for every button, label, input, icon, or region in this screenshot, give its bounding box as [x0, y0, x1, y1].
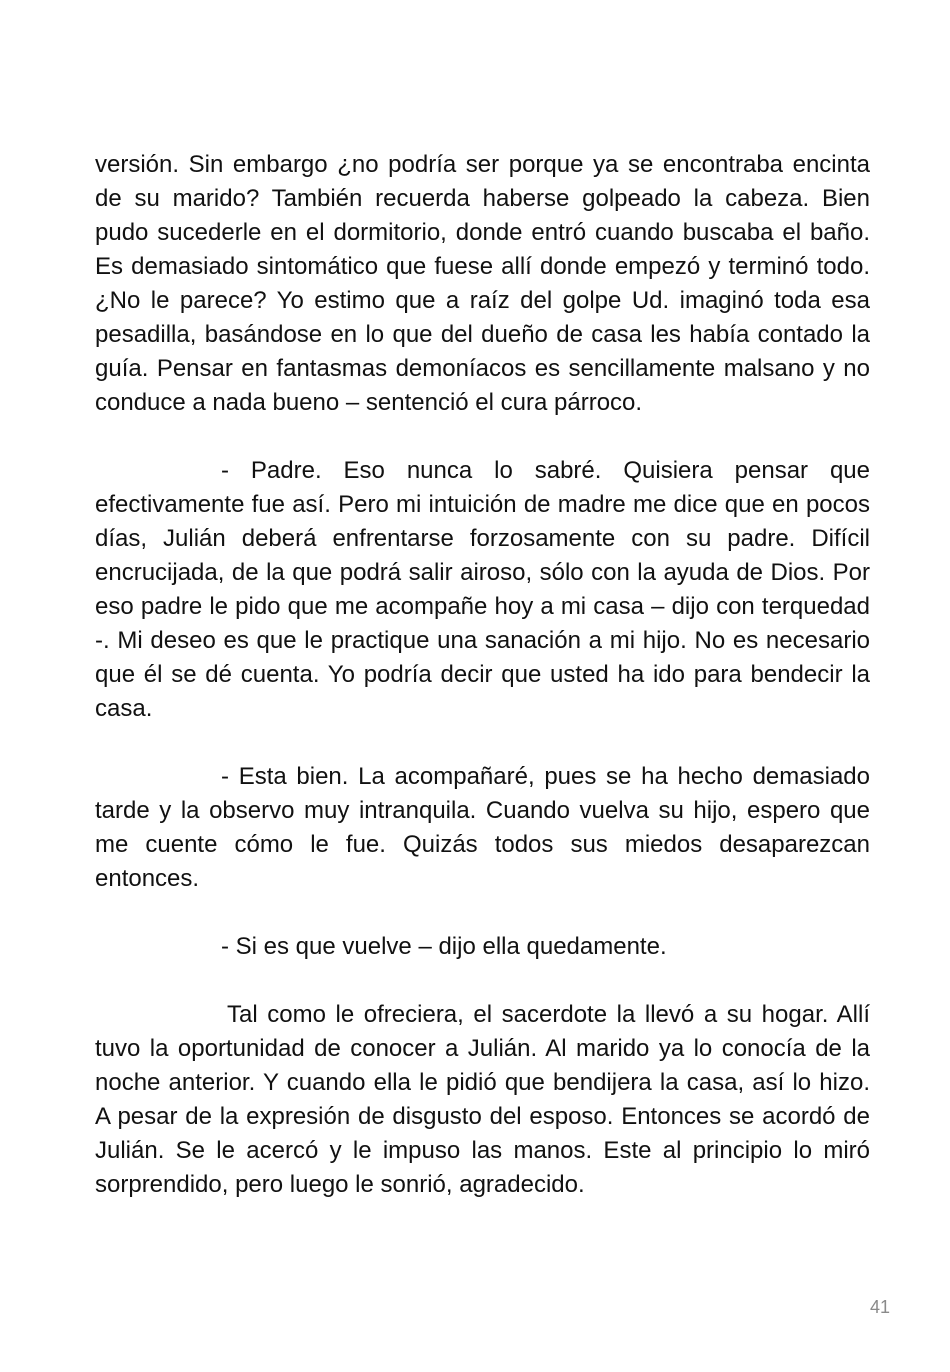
paragraph-mother-reply: - Padre. Eso nunca lo sabré. Quisiera pensar que efectivamente fue así. Pero mi intuición de madre me dice que en pocos días, Julián deberá enfrentarse forzosamente con su padre. Difícil encrucijada, de la que podrá salir airoso, sólo con la ayuda de Dios. Por eso padre le pido que me acompañe hoy a mi casa – dijo con terquedad -. Mi deseo es que le practique una sanación a mi hijo. No es necesario que él se dé cuenta. Yo podría decir que usted ha ido para bendecir la casa. — [95, 457, 870, 722]
paragraph-priest-agrees: - Esta bien. La acompañaré, pues se ha hecho demasiado tarde y la observo muy intranquila. Cuando vuelva su hijo, espero que me cuente cómo le fue. Quizás todos sus miedos desaparezcan entonces. — [95, 763, 870, 892]
page-number: 41 — [869, 1297, 890, 1317]
paragraph-priest-explanation: versión. Sin embargo ¿no podría ser porque ya se encontraba encinta de su marido? También recuerda haberse golpeado la cabeza. Bien pudo sucederle en el dormitorio, donde entró cuando buscaba el baño. Es demasiado sintomático que fuese allí donde empezó y terminó todo. ¿No le parece? Yo estimo que a raíz del golpe Ud. imaginó toda esa pesadilla, basándose en lo que del dueño de casa les había contado la guía. Pensar en fantasmas demoníacos es sencillamente malsano y no conduce a nada bueno – sentenció el cura párroco. — [95, 151, 870, 416]
body-text — [95, 148, 870, 1202]
paragraph-mother-whisper: - Si es que vuelve – dijo ella quedamente. — [221, 933, 667, 960]
paragraph-narration-visit: Tal como le ofreciera, el sacerdote la llevó a su hogar. Allí tuvo la oportunidad de conocer a Julián. Al marido ya lo conocía de la noche anterior. Y cuando ella le pidió que bendijera la casa, así lo hizo. A pesar de la expresión de disgusto del esposo. Entonces se acordó de Julián. Se le acercó y le impuso las manos. Este al principio lo miró sorprendido, pero luego le sonrió, agradecido. — [95, 1001, 870, 1198]
